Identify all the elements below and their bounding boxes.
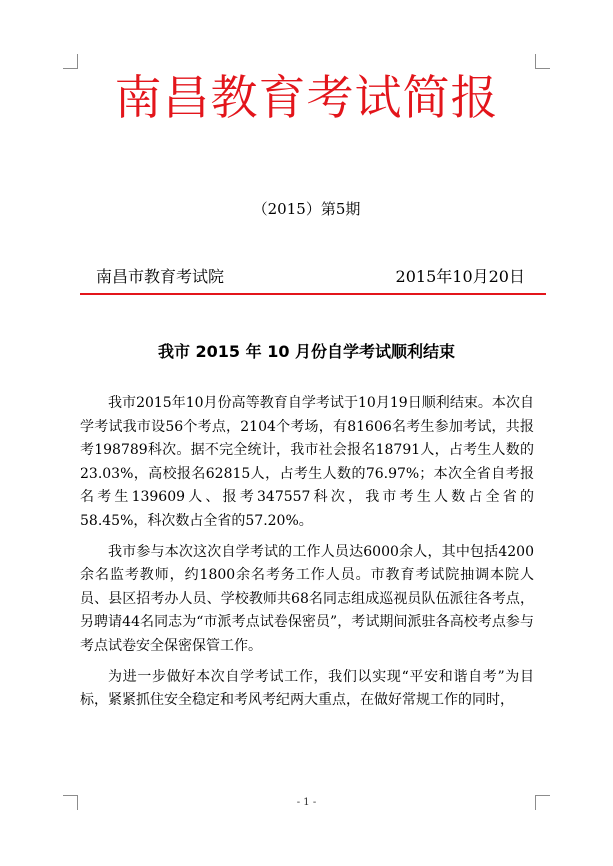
issue-number: （2015）第5期 (252, 200, 361, 218)
crop-mark-top-left (63, 54, 78, 69)
page-number: - 1 - (296, 797, 317, 808)
article-headline: 我市 2015 年 10 月份自学考试顺利结束 (157, 342, 456, 361)
issue-date: 2015年10月20日 (395, 267, 525, 286)
paragraph: 为进一步做好本次自学考试工作，我们以实现“平安和谐自考”为目标，紧紧抓住安全稳定和考风考纪两大重点，在做好常规工作的同时， (80, 668, 534, 709)
paragraph: 我市2015年10月份高等教育自学考试于10月19日顺利结束。本次自学考试我市设56个考点，2104个考场，有81606名考生参加考试，共报考198789科次。据不完全统计，我市社会报名18791人，占考生人数的23.03%，高校报名62815人，占考生人数的76.97%；本次全省自考报名考生139609人、报考347557科次，我市考生人数占全省的58.45%，科次数占全省的57.20%。 (80, 395, 534, 529)
crop-mark-top-right (535, 54, 550, 69)
article-body (80, 392, 534, 720)
red-divider (80, 293, 546, 295)
issuer-name: 南昌市教育考试院 (96, 267, 225, 286)
masthead-title: 南昌教育考试简报 (114, 71, 499, 126)
paragraph: 我市参与本次这次自学考试的工作人员达6000余人，其中包括4200余名监考教师，约1800余名考务工作人员。市教育考试院抽调本院人员、县区招考办人员、学校教师共68名同志组成巡视员队伍派往各考点，另聘请44名同志为“市派考点试卷保密员”，考试期间派驻各高校考点参与考点试卷安全保密保管工作。 (80, 543, 534, 654)
